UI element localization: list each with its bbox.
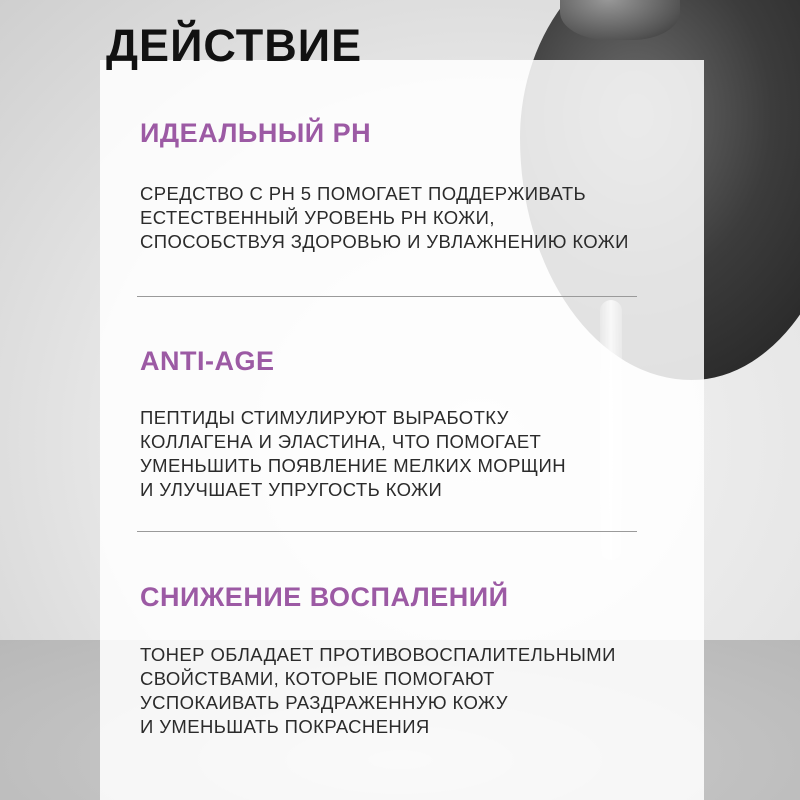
section-text-line: ПЕПТИДЫ СТИМУЛИРУЮТ ВЫРАБОТКУ	[140, 407, 509, 428]
section-text-line: СРЕДСТВО С PH 5 ПОМОГАЕТ ПОДДЕРЖИВАТЬ	[140, 183, 587, 204]
section-title-ideal-ph: ИДЕАЛЬНЫЙ PH	[140, 118, 372, 148]
section-text-line: УСПОКАИВАТЬ РАЗДРАЖЕННУЮ КОЖУ	[140, 692, 508, 713]
section-text-inflammation	[140, 643, 680, 739]
divider	[137, 531, 637, 532]
section-text-line: ЕСТЕСТВЕННЫЙ УРОВЕНЬ PH КОЖИ,	[140, 207, 495, 228]
section-title-inflammation: СНИЖЕНИЕ ВОСПАЛЕНИЙ	[140, 582, 509, 612]
section-text-line: СВОЙСТВАМИ, КОТОРЫЕ ПОМОГАЮТ	[140, 668, 495, 689]
section-text-anti-age	[140, 406, 680, 502]
section-text-line: И УЛУЧШАЕТ УПРУГОСТЬ КОЖИ	[140, 479, 443, 500]
section-text-line: КОЛЛАГЕНА И ЭЛАСТИНА, ЧТО ПОМОГАЕТ	[140, 431, 542, 452]
page-title: ДЕЙСТВИЕ	[106, 20, 363, 71]
section-text-line: ТОНЕР ОБЛАДАЕТ ПРОТИВОВОСПАЛИТЕЛЬНЫМИ	[140, 644, 616, 665]
section-title-anti-age: ANTI-AGE	[140, 346, 275, 376]
divider	[137, 296, 637, 297]
section-text-line: СПОСОБСТВУЯ ЗДОРОВЬЮ И УВЛАЖНЕНИЮ КОЖИ	[140, 231, 629, 252]
section-text-line: И УМЕНЬШАТЬ ПОКРАСНЕНИЯ	[140, 716, 430, 737]
section-text-ideal-ph	[140, 182, 680, 254]
section-text-line: УМЕНЬШИТЬ ПОЯВЛЕНИЕ МЕЛКИХ МОРЩИН	[140, 455, 567, 476]
